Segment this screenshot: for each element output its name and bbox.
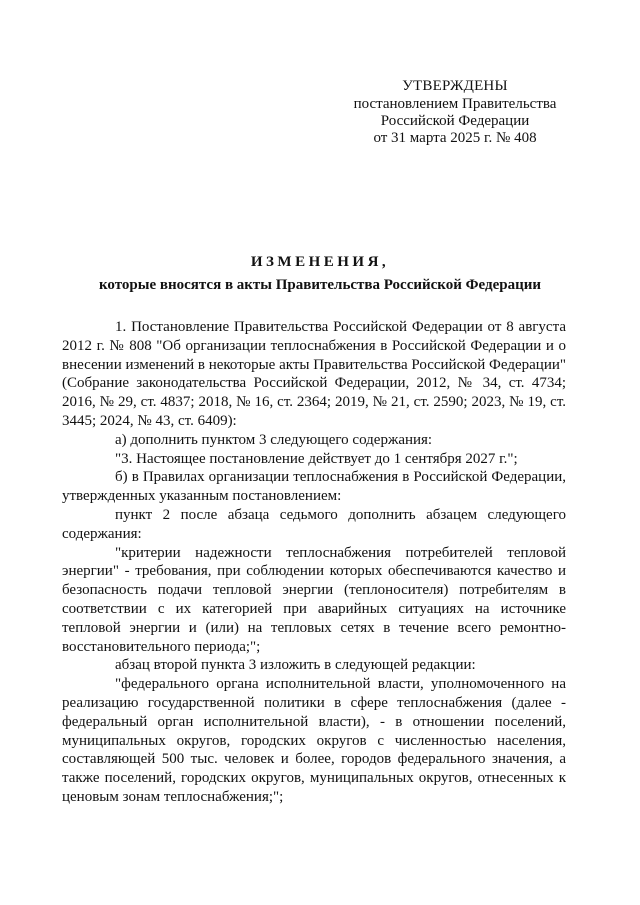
approval-line-1: постановлением Правительства [353,96,557,112]
paragraph-8: "федерального органа исполнительной власти, уполномоченного на реализацию государственной политики в сфере теплоснабжения (далее - федеральный орган исполнительной власти), - в отношении поселений, муниципальных округов, городских округов с численностью населения, составляющей 500 тыс. человек и более, городов федерального значения, а также поселений, городских округов, муниципальных округов, отнесенных к ценовым зонам теплоснабжения;"; [62,676,566,805]
document-body [62,318,566,807]
document-title: ИЗМЕНЕНИЯ, [250,254,390,270]
paragraph-6: "критерии надежности теплоснабжения потребителей тепловой энергии" - требования, при соблюдении которых обеспечиваются качество и безопасность подачи тепловой энергии (теплоносителя) потребителям в соответствии с их категорией при аварийных ситуациях на источнике тепловой энергии и (или) на тепловых сетях в течение всего ремонтно-восстановительного периода;"; [62,544,566,655]
document-subtitle: которые вносятся в акты Правительства Российской Федерации [98,277,542,293]
approval-line-2: Российской Федерации [380,113,530,129]
paragraph-7: абзац второй пункта 3 изложить в следующей редакции: [115,657,476,674]
approval-line-3: от 31 марта 2025 г. № 408 [373,130,537,146]
approval-block [330,78,580,147]
paragraph-3: "3. Настоящее постановление действует до 1 сентября 2027 г."; [115,450,518,467]
paragraph-1: 1. Постановление Правительства Российской Федерации от 8 августа 2012 г. № 808 "Об организации теплоснабжения в Российской Федерации и о внесении изменений в некоторые акты Правительства Российской Федерации" (Собрание законодательства Российской Федерации, 2012, № 34, ст. 4734; 2016, № 29, ст. 4837; 2018, № 16, ст. 2364; 2019, № 21, ст. 2590; 2023, № 19, ст. 3445; 2024, № 43, ст. 6409): [62,319,566,429]
paragraph-4: б) в Правилах организации теплоснабжения в Российской Федерации, утвержденных указанным постановлением: [62,469,566,505]
paragraph-2: а) дополнить пунктом 3 следующего содержания: [115,431,433,448]
approval-heading: УТВЕРЖДЕНЫ [402,78,508,94]
paragraph-5: пункт 2 после абзаца седьмого дополнить абзацем следующего содержания: [62,506,566,542]
